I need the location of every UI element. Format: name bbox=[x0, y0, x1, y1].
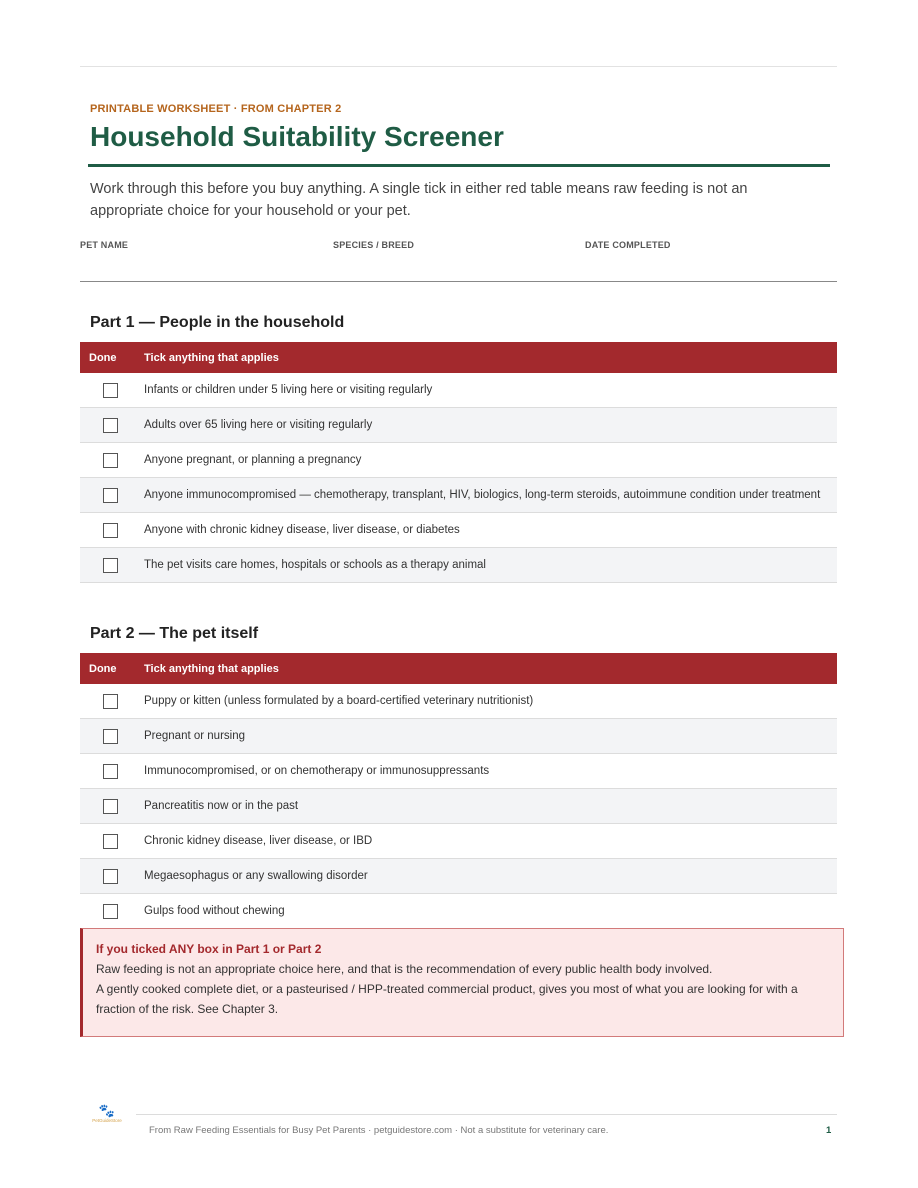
item-text: Anyone immunocompromised — chemotherapy, transplant, HIV, biologics, long-term steroids, autoimmune condition under treatment bbox=[144, 478, 837, 513]
item-text: Adults over 65 living here or visiting regularly bbox=[144, 408, 837, 443]
checkbox-cell bbox=[80, 548, 144, 583]
footer-divider bbox=[136, 1114, 837, 1115]
checkbox-cell bbox=[80, 478, 144, 513]
item-text: Anyone with chronic kidney disease, liver disease, or diabetes bbox=[144, 513, 837, 548]
text-column-header: Tick anything that applies bbox=[144, 653, 837, 684]
table-row bbox=[80, 859, 837, 894]
table-row bbox=[80, 478, 837, 513]
item-text: Infants or children under 5 living here or visiting regularly bbox=[144, 373, 837, 408]
pet-name-label: PET NAME bbox=[80, 240, 129, 250]
title-underline bbox=[88, 164, 830, 167]
item-text: The pet visits care homes, hospitals or schools as a therapy animal bbox=[144, 548, 837, 583]
table-row bbox=[80, 684, 837, 719]
checkbox[interactable] bbox=[103, 488, 118, 503]
warning-paragraph-2: A gently cooked complete diet, or a pasteurised / HPP-treated commercial product, gives you most of what you are looking for with a fraction of the risk. See Chapter 3. bbox=[96, 982, 798, 1016]
item-text: Chronic kidney disease, liver disease, or IBD bbox=[144, 824, 837, 859]
checkbox[interactable] bbox=[103, 799, 118, 814]
checkbox[interactable] bbox=[103, 729, 118, 744]
table-row bbox=[80, 754, 837, 789]
top-divider bbox=[80, 66, 837, 67]
checkbox-cell bbox=[80, 408, 144, 443]
table-row bbox=[80, 894, 837, 929]
info-fields bbox=[80, 238, 837, 282]
item-text: Anyone pregnant, or planning a pregnancy bbox=[144, 443, 837, 478]
intro-text: Work through this before you buy anything. A single tick in either red table means raw feeding is not an appropriate choice for your household or your pet. bbox=[90, 181, 748, 219]
footer-text: From Raw Feeding Essentials for Busy Pet Parents · petguidestore.com · Not a substitute for veterinary care. bbox=[149, 1125, 609, 1136]
item-text: Pregnant or nursing bbox=[144, 719, 837, 754]
warning-title: If you ticked ANY box in Part 1 or Part 2 bbox=[96, 942, 322, 956]
checkbox-cell bbox=[80, 373, 144, 408]
page-title: Household Suitability Screener bbox=[90, 121, 504, 152]
checkbox[interactable] bbox=[103, 383, 118, 398]
checkbox-cell bbox=[80, 824, 144, 859]
warning-callout bbox=[80, 928, 844, 1037]
table-row bbox=[80, 443, 837, 478]
item-text: Pancreatitis now or in the past bbox=[144, 789, 837, 824]
table-row bbox=[80, 719, 837, 754]
table-row bbox=[80, 789, 837, 824]
part1-heading: Part 1 — People in the household bbox=[90, 314, 345, 331]
page-number: 1 bbox=[826, 1125, 832, 1136]
checkbox[interactable] bbox=[103, 904, 118, 919]
eyebrow-label: PRINTABLE WORKSHEET · FROM CHAPTER 2 bbox=[90, 103, 342, 115]
checkbox[interactable] bbox=[103, 834, 118, 849]
paw-icon: 🐾 bbox=[98, 1103, 116, 1118]
checkbox[interactable] bbox=[103, 869, 118, 884]
logo-text: PetGuideStore bbox=[92, 1118, 122, 1123]
warning-paragraph-1: Raw feeding is not an appropriate choice here, and that is the recommendation of every public health body involved. bbox=[96, 962, 713, 976]
checkbox[interactable] bbox=[103, 558, 118, 573]
checkbox[interactable] bbox=[103, 764, 118, 779]
table-header-row bbox=[80, 342, 837, 373]
item-text: Gulps food without chewing bbox=[144, 894, 837, 929]
checkbox[interactable] bbox=[103, 418, 118, 433]
item-text: Puppy or kitten (unless formulated by a board-certified veterinary nutritionist) bbox=[144, 684, 837, 719]
date-completed-label: DATE COMPLETED bbox=[585, 240, 671, 250]
done-column-header: Done bbox=[80, 653, 144, 684]
item-text: Megaesophagus or any swallowing disorder bbox=[144, 859, 837, 894]
part2-checklist-table bbox=[80, 653, 837, 929]
checkbox[interactable] bbox=[103, 453, 118, 468]
footer-logo bbox=[86, 1104, 128, 1124]
checkbox-cell bbox=[80, 513, 144, 548]
species-breed-label: SPECIES / BREED bbox=[333, 240, 415, 250]
table-row bbox=[80, 513, 837, 548]
checkbox-cell bbox=[80, 684, 144, 719]
checkbox-cell bbox=[80, 719, 144, 754]
table-row bbox=[80, 373, 837, 408]
part1-checklist-table bbox=[80, 342, 837, 583]
item-text: Immunocompromised, or on chemotherapy or immunosuppressants bbox=[144, 754, 837, 789]
checkbox[interactable] bbox=[103, 523, 118, 538]
checkbox[interactable] bbox=[103, 694, 118, 709]
done-column-header: Done bbox=[80, 342, 144, 373]
table-row bbox=[80, 548, 837, 583]
checkbox-cell bbox=[80, 894, 144, 929]
table-row bbox=[80, 824, 837, 859]
table-row bbox=[80, 408, 837, 443]
text-column-header: Tick anything that applies bbox=[144, 342, 837, 373]
checkbox-cell bbox=[80, 789, 144, 824]
table-header-row bbox=[80, 653, 837, 684]
checkbox-cell bbox=[80, 859, 144, 894]
checkbox-cell bbox=[80, 754, 144, 789]
checkbox-cell bbox=[80, 443, 144, 478]
part2-heading: Part 2 — The pet itself bbox=[90, 625, 259, 642]
